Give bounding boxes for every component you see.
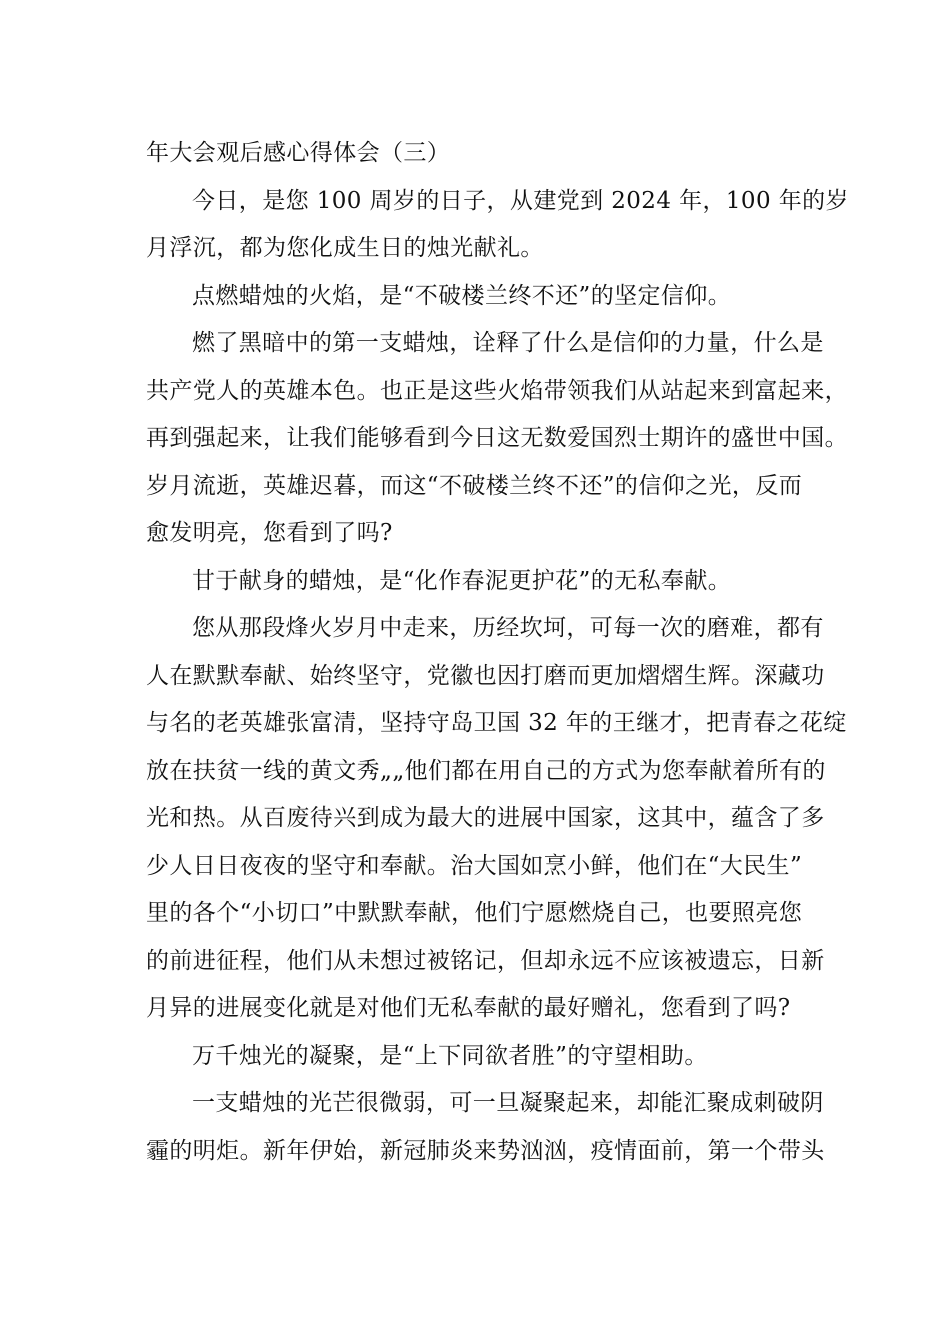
document-line: 的前进征程，他们从未想过被铭记，但却永远不应该被遗忘，日新 [146, 947, 825, 974]
document-line: 月浮沉，都为您化成生日的烛光献礼。 [146, 235, 544, 261]
paragraph-first-line: 今日，是您 100 周岁的日子，从建党到 2024 年，100 年的岁 [192, 187, 849, 214]
document-body [146, 130, 849, 1175]
paragraph-first-line: 您从那段烽火岁月中走来，历经坎坷，可每一次的磨难，都有 [192, 615, 824, 641]
document-line: 愈发明亮，您看到了吗? [146, 520, 393, 546]
document-line: 岁月流逝，英雄迟暮，而这“不破楼兰终不还”的信仰之光，反而 [146, 472, 803, 499]
document-line: 里的各个“小切口”中默默奉献，他们宁愿燃烧自己，也要照亮您 [146, 900, 803, 926]
paragraph-first-line: 万千烛光的凝聚，是“上下同欲者胜”的守望相助。 [192, 1042, 708, 1069]
document-line: 年大会观后感心得体会（三） [146, 140, 451, 166]
document-line: 霾的明炬。新年伊始，新冠肺炎来势汹汹，疫情面前，第一个带头 [146, 1137, 825, 1164]
document-line: 光和热。从百废待兴到成为最大的进展中国家，这其中，蕴含了多 [146, 805, 825, 831]
document-line: 放在扶贫一线的黄文秀„„他们都在用自己的方式为您奉献着所有的 [146, 757, 826, 784]
document-line: 共产党人的英雄本色。也正是这些火焰带领我们从站起来到富起来， [146, 377, 848, 404]
paragraph-first-line: 一支蜡烛的光芒很微弱，可一旦凝聚起来，却能汇聚成刺破阴 [192, 1090, 824, 1116]
document-line: 月异的进展变化就是对他们无私奉献的最好赠礼，您看到了吗? [146, 995, 791, 1021]
document-line: 再到强起来，让我们能够看到今日这无数爱国烈士期许的盛世中国。 [146, 425, 848, 451]
paragraph-first-line: 甘于献身的蜡烛，是“化作春泥更护花”的无私奉献。 [192, 567, 732, 594]
document-line: 少人日日夜夜的坚守和奉献。治大国如烹小鲜，他们在“大民生” [146, 852, 803, 879]
document-line: 人在默默奉献、始终坚守，党徽也因打磨而更加熠熠生辉。深藏功 [146, 662, 825, 689]
paragraph-first-line: 燃了黑暗中的第一支蜡烛，诠释了什么是信仰的力量，什么是 [192, 330, 824, 356]
paragraph-first-line: 点燃蜡烛的火焰，是“不破楼兰终不还”的坚定信仰。 [192, 282, 732, 309]
document-line: 与名的老英雄张富清，坚持守岛卫国 32 年的王继才，把青春之花绽 [146, 710, 847, 736]
